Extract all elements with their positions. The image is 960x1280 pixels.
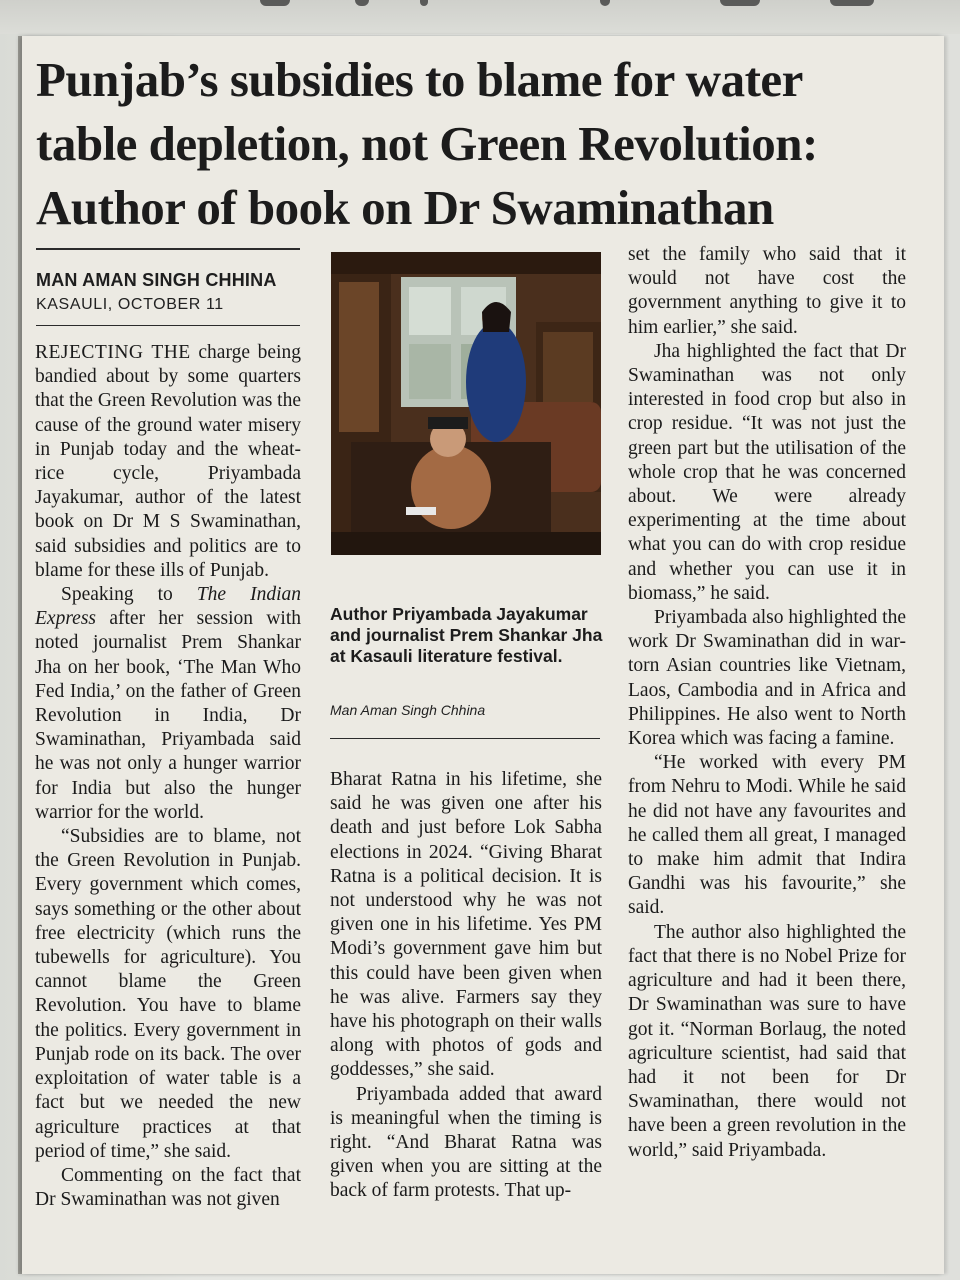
article-photo [331, 252, 601, 555]
photo-caption: Author Priyambada Jayakumar and journalist Prem Shankar Jha at Kasauli literature festival. [330, 604, 603, 666]
col3-paragraph-3: Priyambada also highlighted the work Dr Swaminathan did in war-torn Asian countries like Vietnam, Laos, Cambodia and in Africa and Philippines. He also went to North Korea which was facing a famine. [628, 607, 906, 750]
previous-page-edge [0, 0, 960, 34]
byline-top-rule [36, 248, 300, 250]
byline: MAN AMAN SINGH CHHINA [36, 270, 277, 290]
caption-rule [330, 738, 600, 739]
headline-line-2: table depletion, not Green Revolution: [36, 116, 818, 171]
photo-illustration [331, 252, 601, 555]
col1-paragraph-4: Commenting on the fact that Dr Swaminathan was not given [35, 1164, 301, 1211]
col3-paragraph-2: Jha highlighted the fact that Dr Swaminathan was not only interested in food crop but also in crop residue. “It was not just the green part but the utilisation of the whole crop that he was concerned about. We were already experimenting at the time about what you can do with crop residue and whether you can use it in biomass,” he said. [628, 340, 906, 604]
lead-in-caps: REJECTING THE [35, 342, 191, 363]
col3-paragraph-5: The author also highlighted the fact that there is no Nobel Prize for agriculture and had it been there, Dr Swaminathan was sure to have got it. “Norman Borlaug, the noted agriculture scientist, had said that had it not been for Dr Swaminathan, there would not have been a green revolution in the world,” said Priyambada. [628, 921, 906, 1161]
col2-paragraph-1: Bharat Ratna in his lifetime, she said he was given one after his death and just before Lok Sabha elections in 2024. “Giving Bharat Ratna is a political decision. It is not understood why he was not given one in his lifetime. Yes PM Modi’s government gave him but this could have been given when he was alive. Farmers say they have his photograph on their walls along with photos of gods and goddesses,” she said. [330, 769, 602, 1081]
headline-line-1: Punjab’s subsidies to blame for water [36, 52, 803, 107]
col1-paragraph-1: REJECTING THE charge being bandied about by some quarters that the Green Revolution was the cause of the ground water misery in Punjab today and the wheat-rice cycle, Priyambada Jayakumar, author of the latest book on Dr M S Swaminathan, said subsidies and politics are to blame for these ills of Punjab. [35, 342, 301, 581]
article-column-1 [35, 341, 301, 1212]
col1-paragraph-2: Speaking to The Indian Express after her session with noted journalist Prem Shankar Jha on her book, ‘The Man Who Fed India,’ on the father of Green Revolution in India, Dr Swaminathan, Priyambada said he was not only a hunger warrior for India but also the hunger warrior for the world. [35, 584, 301, 823]
headline [36, 48, 916, 240]
byline-bottom-rule [36, 325, 300, 326]
col3-paragraph-1: set the family who said that it would not have cost the government anything to give it to him earlier,” she said. [628, 244, 906, 338]
col3-paragraph-4: “He worked with every PM from Nehru to Modi. While he said he did not have any favourites and he called them all great, I managed to make him admit that Indira Gandhi was his favourite,” she said. [628, 752, 906, 919]
article-column-3 [628, 243, 906, 1163]
publication-name: The Indian Express [35, 584, 301, 630]
headline-line-3: Author of book on Dr Swaminathan [36, 180, 774, 235]
dateline: KASAULI, OCTOBER 11 [36, 296, 224, 313]
col2-paragraph-2: Priyambada added that award is meaningful when the timing is right. “And Bharat Ratna was given when you are sitting at the back of farm protests. That up- [330, 1083, 602, 1202]
article-column-2 [330, 768, 602, 1204]
col1-paragraph-3: “Subsidies are to blame, not the Green Revolution in Punjab. Every government which comes, says something or the other about free electricity (which runs the tubewells for agriculture). You cannot blame the Green Revolution. You have to blame the politics. Every government in Punjab rode on its back. The over exploitation of water table is a fact but we needed the new agriculture practices at that period of time,” she said. [35, 826, 301, 1162]
photo-credit: Man Aman Singh Chhina [330, 702, 486, 718]
